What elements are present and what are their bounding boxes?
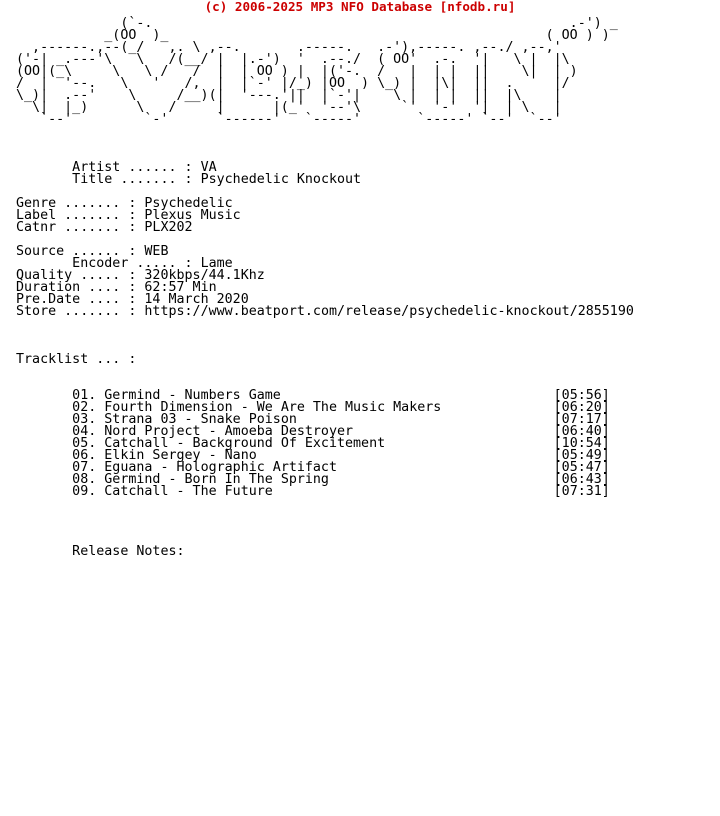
track-number: 02. [72, 400, 97, 415]
quality-value: 320kbps/44.1Khz [144, 268, 265, 283]
artist-label: Artist ...... : [72, 160, 193, 175]
ascii-logo-line: _(OO )_ ( OO ) ) [16, 28, 610, 43]
track-title: Germind - Born In The Spring [104, 472, 329, 487]
track-number: 05. [72, 436, 97, 451]
track-number: 01. [72, 388, 97, 403]
ascii-logo-line: (OO|(_\ \ \ / / | | OO ) | |('-. / | | | || \| | ) [16, 64, 578, 79]
track-title: Catchall - The Future [104, 484, 273, 499]
predate-label: Pre.Date .... : [16, 292, 137, 307]
track-duration: [05:56] [553, 388, 610, 403]
track-number: 06. [72, 448, 97, 463]
predate-value: 14 March 2020 [144, 292, 249, 307]
quality-label: Quality ..... : [16, 268, 137, 283]
track-title: Strana 03 - Snake Poison [104, 412, 297, 427]
track-number: 03. [72, 412, 97, 427]
source-label: Source ...... : [16, 244, 137, 259]
title-value: Psychedelic Knockout [200, 172, 362, 187]
tracklist-label: Tracklist ... : [16, 352, 137, 367]
artist-value: VA [200, 160, 217, 175]
source-value: WEB [144, 244, 169, 259]
genre-label: Genre ....... : [16, 196, 137, 211]
ascii-logo-line: ,------.,--(_/ ,. \ ,--. .-----. .-'),-----. ,--./ ,--,' [16, 40, 562, 55]
track-number: 08. [72, 472, 97, 487]
label-label: Label ....... : [16, 208, 137, 223]
track-duration: [05:49] [553, 448, 610, 463]
track-number: 07. [72, 460, 97, 475]
release-notes-label: Release Notes: [72, 544, 185, 559]
track-number: 04. [72, 424, 97, 439]
copyright-header: (c) 2006-2025 MP3 NFO Database [nfodb.ru] [204, 0, 516, 14]
track-duration: [06:40] [553, 424, 610, 439]
track-title: Nord Project - Amoeba Destroyer [104, 424, 354, 439]
genre-value: Psychedelic [144, 196, 233, 211]
label-value: Plexus Music [144, 208, 241, 223]
track-duration: [07:31] [553, 484, 610, 499]
ascii-logo-line: ('-| _.---'\ \ /(__/ | |.-') ' .--./ ( OO' .-. '| \ | |\ [16, 52, 570, 67]
catnr-value: PLX202 [144, 220, 193, 235]
duration-value: 62:57 Min [144, 280, 217, 295]
track-title: Catchall - Background Of Excitement [104, 436, 386, 451]
ascii-logo-line: (`-. .-') _ [16, 16, 618, 31]
store-label: Store ....... : [16, 304, 137, 319]
track-title: Germind - Numbers Game [104, 388, 281, 403]
ascii-logo-line: `--' `-' `------' `-----' `-----' `--' `--' [16, 112, 562, 127]
ascii-logo-line: \| |_) \ / | |(_' '--'\ `' '-' '| | \ | [16, 100, 562, 115]
encoder-value: Lame [200, 256, 233, 271]
ascii-logo-line: / | '--. \ ' /, | |`-' |/_) |OO ) \_) | |\| || . |/ [16, 76, 570, 91]
catnr-label: Catnr ....... : [16, 220, 137, 235]
track-duration: [06:43] [553, 472, 610, 487]
nfo-text [16, 18, 634, 558]
encoder-label: Encoder ..... : [72, 256, 193, 271]
title-label: Title ....... : [72, 172, 193, 187]
track-duration: [07:17] [553, 412, 610, 427]
ascii-logo-line: \_)| .--' \ /__)(| '---.'|| |`-'| \ | | | || |\ | [16, 88, 562, 103]
track-title: Elkin Sergey - Nano [104, 448, 257, 463]
track-duration: [05:47] [553, 460, 610, 475]
duration-label: Duration .... : [16, 280, 137, 295]
track-duration: [06:20] [553, 400, 610, 415]
track-title: Eguana - Holographic Artifact [104, 460, 337, 475]
store-value: https://www.beatport.com/release/psychedelic-knockout/2855190 [144, 304, 634, 319]
track-number: 09. [72, 484, 97, 499]
track-duration: [10:54] [553, 436, 610, 451]
track-title: Fourth Dimension - We Are The Music Makers [104, 400, 442, 415]
